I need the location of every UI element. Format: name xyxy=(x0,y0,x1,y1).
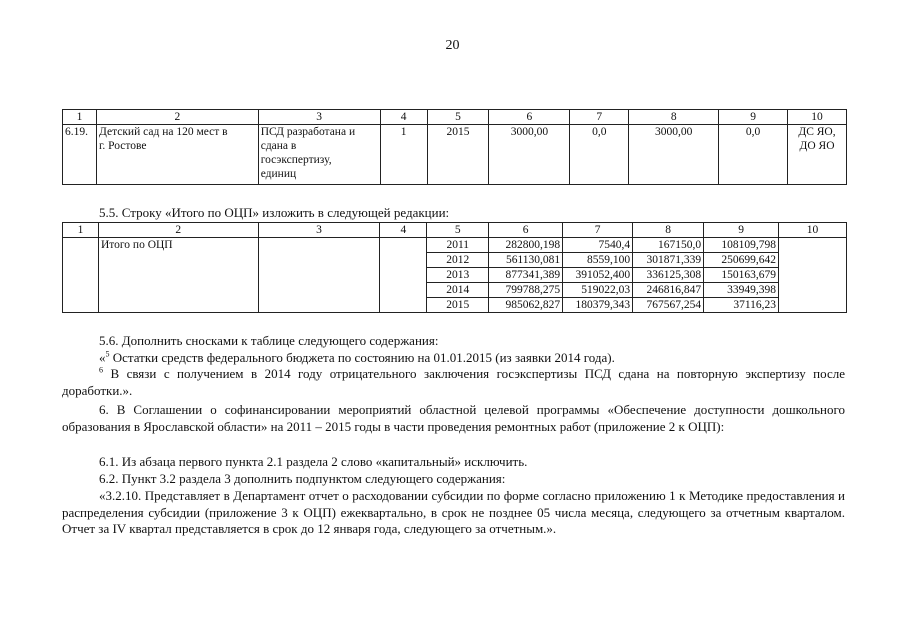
table-row xyxy=(63,238,847,253)
regional-cell: 246816,847 xyxy=(633,283,704,298)
other-cell: 37116,23 xyxy=(704,298,779,313)
col-header: 6 xyxy=(489,110,570,125)
year-cell: 2012 xyxy=(427,253,489,268)
year-cell: 2013 xyxy=(427,268,489,283)
total-cell: 3000,00 xyxy=(489,125,570,185)
section-5-5: 5.5. Строку «Итого по ОЦП» изложить в следующей редакции: xyxy=(99,205,450,220)
measure-name xyxy=(96,125,258,185)
paragraph-5-6: 5.6. Дополнить сносками к таблице следующего содержания: xyxy=(99,333,439,348)
empty-cell xyxy=(258,238,380,313)
program-total-table xyxy=(62,222,847,313)
table-row xyxy=(63,125,847,185)
footnote-text: В связи с получением в 2014 году отрицательного заключения госэкспертизы ПСД сдана на повторную экспертизу после доработки.». xyxy=(62,366,845,398)
footnote-5 xyxy=(62,350,845,367)
indicator-line: единиц xyxy=(260,168,297,180)
indicator-line: ПСД разработана и xyxy=(260,126,356,138)
col-header: 10 xyxy=(779,223,847,238)
table-header-row xyxy=(63,110,847,125)
indicator-line: госэкспертизу, xyxy=(260,154,332,166)
col-header: 5 xyxy=(427,110,489,125)
federal-cell: 8559,100 xyxy=(563,253,633,268)
regional-cell: 3000,00 xyxy=(629,125,719,185)
other-cell: 33949,398 xyxy=(704,283,779,298)
col-header: 7 xyxy=(570,110,629,125)
col-header: 3 xyxy=(258,223,380,238)
federal-cell: 180379,343 xyxy=(563,298,633,313)
total-cell: 282800,198 xyxy=(489,238,563,253)
col-header: 10 xyxy=(788,110,847,125)
paragraph-6-2: 6.2. Пункт 3.2 раздела 3 дополнить подпунктом следующего содержания: xyxy=(99,471,506,486)
regional-cell: 767567,254 xyxy=(633,298,704,313)
col-header: 1 xyxy=(63,223,99,238)
federal-cell: 7540,4 xyxy=(563,238,633,253)
col-header: 4 xyxy=(380,223,427,238)
row-number: 6.19. xyxy=(63,125,97,185)
indicator-value: 1 xyxy=(380,125,427,185)
other-cell: 150163,679 xyxy=(704,268,779,283)
col-header: 5 xyxy=(427,223,489,238)
col-header: 6 xyxy=(489,223,563,238)
col-header: 3 xyxy=(258,110,380,125)
col-header: 4 xyxy=(380,110,427,125)
empty-cell xyxy=(63,238,99,313)
federal-cell: 391052,400 xyxy=(563,268,633,283)
program-table-row-6-19 xyxy=(62,109,847,185)
col-header: 7 xyxy=(563,223,633,238)
other-cell: 0,0 xyxy=(719,125,788,185)
footnote-text: Остатки средств федерального бюджета по состоянию на 01.01.2015 (из заявки 2014 года). xyxy=(109,350,615,365)
col-header: 1 xyxy=(63,110,97,125)
year-cell: 2015 xyxy=(427,125,489,185)
federal-cell: 0,0 xyxy=(570,125,629,185)
year-cell: 2015 xyxy=(427,298,489,313)
footnote-mark: 5 xyxy=(105,349,110,359)
footnote-open-quote: « xyxy=(99,350,106,365)
year-cell: 2014 xyxy=(427,283,489,298)
regional-cell: 336125,308 xyxy=(633,268,704,283)
year-cell: 2011 xyxy=(427,238,489,253)
total-cell: 561130,081 xyxy=(489,253,563,268)
col-header: 8 xyxy=(629,110,719,125)
paragraph-6: 6. В Соглашении о софинансировании мероприятий областной целевой программы «Обеспечение доступности дошкольного образования в Ярославской области» на 2011 – 2015 годы в части проведения ремонтных работ (приложение 2 к ОЦП): xyxy=(62,402,845,434)
total-cell: 877341,389 xyxy=(489,268,563,283)
federal-cell: 519022,03 xyxy=(563,283,633,298)
regional-cell: 167150,0 xyxy=(633,238,704,253)
executor-line: ДС ЯО, xyxy=(798,126,836,138)
col-header: 9 xyxy=(719,110,788,125)
measure-name-line: Детский сад на 120 мест в xyxy=(98,126,228,138)
empty-cell xyxy=(779,238,847,313)
indicator-line: сдана в xyxy=(260,140,297,152)
col-header: 2 xyxy=(98,223,258,238)
total-cell: 799788,275 xyxy=(489,283,563,298)
col-header: 9 xyxy=(704,223,779,238)
total-cell: 985062,827 xyxy=(489,298,563,313)
indicator-description xyxy=(258,125,380,185)
empty-cell xyxy=(380,238,427,313)
executor-cell xyxy=(788,125,847,185)
paragraph-3-2-10: «3.2.10. Представляет в Департамент отчет о расходовании субсидии по форме согласно приложению 1 к Методике предоставления и распределения субсидии (приложение 3 к ОЦП) ежеквартально, в срок не позднее 05 числа месяца, следующего за отчетным кварталом. Отчет за IV квартал представляется в срок до 12 января года, следующего за отчетным.». xyxy=(62,488,845,536)
other-cell: 108109,798 xyxy=(704,238,779,253)
paragraph-6-1: 6.1. Из абзаца первого пункта 2.1 раздела 2 слово «капитальный» исключить. xyxy=(99,454,528,469)
regional-cell: 301871,339 xyxy=(633,253,704,268)
footnote-6 xyxy=(62,366,845,399)
executor-line: ДО ЯО xyxy=(799,140,835,152)
footnote-mark: 6 xyxy=(99,365,103,375)
total-label: Итого по ОЦП xyxy=(98,238,258,313)
other-cell: 250699,642 xyxy=(704,253,779,268)
table-header-row xyxy=(63,223,847,238)
col-header: 8 xyxy=(633,223,704,238)
measure-name-line: г. Ростове xyxy=(98,140,147,152)
col-header: 2 xyxy=(96,110,258,125)
page-number: 20 xyxy=(445,38,460,53)
